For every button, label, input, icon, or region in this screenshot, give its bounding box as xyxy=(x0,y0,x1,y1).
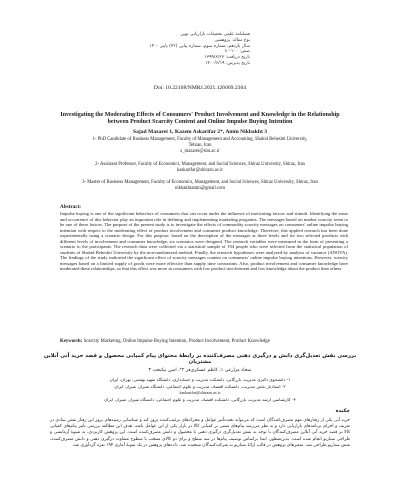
date-accepted: تاریخ پذیرش: ۱۴۰۰/۶/۱۹ xyxy=(204,60,250,66)
persian-affiliation-1: ۱- دانشجوی دکتری مدیریت بازرگانی، دانشکده مدیریت و حسابداری، دانشگاه شهید بهشتی، تهران، ایران xyxy=(109,377,291,382)
persian-abstract-body: خرید آنی یکی از رفتارهای مهم مصرف‌کنندگان است که می‌تواند تحت‌تأثیر عوامل و محرک‌های ترغیب‌کننده بروز کند و شناسایی زمینه‌های بروز این رفتار نقش بنیادی در تعریف و اجرای برنامه‌های بازاریابی دارد و به نظر می‌رسد پیام‌های مبتنی بر کمیابی کالا در بازار یکی از این عوامل باشد. هدف این مطالعه بررسی تأثیر پیام‌های کمیابی کالا بر قصد خرید آنی آنلاین مصرف‌کنندگان با توجه به نقش تعدیل‌گری درگیری ذهنی با محصول و دانش مصرف‌کننده است. این پژوهش کاربردی، به شیوهٔ آزمایشی و طراحی سناریو انجام شده است. بدین‌منظور، ابتدا براساس توصیف پیام‌ها در سه سطح و برای دو کالای منتخب با سطوح متفاوت درگیری ذهنی و دانش مصرف‌کننده، شش سناریو طراحی شد. متغیرهای پژوهش در قالب ارائهٔ سناریو به شرکت‌کنندگان سنجیده شد. داده‌های پژوهش در یک نمونهٔ آماری ۱۹۴ نفره گردآوری شد. xyxy=(50,418,350,448)
affiliation-2-email[interactable]: kaskarifar@shirazu.ac.ir xyxy=(177,168,223,173)
keywords-list: Scarcity Marketing, Online Impulse Buying Intention, Product Involvement, Product Knowledge xyxy=(83,339,270,344)
journal-name: فصلنامه علمی تحقیقات بازاریابی نوین xyxy=(180,32,250,37)
affiliation-2-text: 2- Assistant Professor, Faculty of Economics, Management, and Social Sciences, Shiraz University, Shiraz, Iran xyxy=(95,162,305,167)
persian-title: بررسی نقش تعدیل‌گری دانش و درگیری ذهنی مصرف‌کننده بر رابطهٔ محتوای پیام کمیابی محصول و قصد خرید آنی آنلاین مشتریان xyxy=(43,353,357,365)
date-received: تاریخ دریافت: ۱۳۹۹/۸/۲۷ xyxy=(204,55,250,61)
affiliation-3 xyxy=(70,180,330,192)
persian-affiliation-2-email[interactable]: kaskarifar@shirazu.ac.ir xyxy=(179,390,221,395)
abstract-body: Impulse buying is one of the significant behaviors of consumers that can occur under the influence of motivating factors and stimuli. Identifying the areas and occurrence of this behavior play an important role in defining and implementing marketing programs. The messages based on market scarcity seem to be one of these factors. The purpose of the present study is to investigate the effects of commodity scarcity messages on consumers' online impulse buying intention with respect to the moderating effect of product involvement and consumer product knowledge. Therefore, this applied research has been done experimentally using a scenario design. For this purpose, based on the description of the messages at three levels and for two selected products with different levels of involvement and consumer knowledge, six scenarios were designed. The research variables were measured in the form of presenting a scenario to the participants. The research data were collected via a statistical sample of 194 people who were selected from the statistical population of students of Shahid Beheshti University by the non-randomized method. Finally, the research hypotheses were analyzed by analysis of variance (ANOVA). The findings of the study indicated the significant effect of scarcity messages content on consumers' online impulse buying intentions. However, scarcity messages based on a limited supply of goods were more effective than supply time constraints. Also, product involvement and consumer knowledge have moderated these relationships, so that this effect was more in consumers with low product involvement and low knowledge about the product than others. xyxy=(60,211,348,272)
author-list: Sajad Mazarei 1, Kazem Askarifar 2*, Amin Nikbakht 3 xyxy=(132,129,268,135)
issue-info: سال یازدهم، شماره سوم، شماره پیاپی (۴۲) پاییز ۱۴۰۰ xyxy=(149,43,250,49)
journal-header xyxy=(130,32,250,67)
paper-title: Investigating the Moderating Effects of Consumers' Product Involvement and Knowledge in the Relationship between Product Scarcity Content and Online Impulse Buying Intention xyxy=(60,112,340,126)
keywords-label: Keywords: xyxy=(60,339,83,344)
keywords xyxy=(60,339,348,345)
abstract-heading: Abstract: xyxy=(60,204,82,210)
affiliation-1-city: Tehran, Iran xyxy=(188,143,212,148)
affiliation-1-email[interactable]: s_mazarei@sbu.ac.ir xyxy=(180,149,220,154)
article-type: نوع مقاله: پژوهشی xyxy=(214,37,250,43)
persian-abstract-heading: چکیده xyxy=(335,408,350,414)
affiliation-3-text: 3- Master of Business Management, Faculty of Economics, Management, and Social Sciences, Shiraz University, Shiraz, Iran xyxy=(82,180,318,185)
affiliation-1-text: 1- PhD Candidate of Business Management, Faculty of Management and Accounting, Shahid Beheshti University, xyxy=(92,137,308,142)
doi-line[interactable]: Doi: 10.22108/NMRJ.2021.126069.2304 xyxy=(153,85,247,91)
affiliation-3-email[interactable]: nikbakhtamin@gmail.com xyxy=(174,186,225,191)
page-range: صص: ۱۰۰-۸۰ xyxy=(224,49,250,55)
persian-affiliation-2: ۲- استادیار بخش مدیریت، دانشکده اقتصاد، مدیریت و علوم اجتماعی، دانشگاه شیراز، شیراز، ایران xyxy=(114,384,286,389)
affiliation-2 xyxy=(70,162,330,174)
persian-authors: سجاد مزارعی ۱، کاظم عسکری‌فر ۲*، امین نیکبخت ۳ xyxy=(148,368,252,373)
persian-affiliation-3: ۳- کارشناسی ارشد مدیریت بازرگانی، دانشکده اقتصاد، مدیریت و علوم اجتماعی، دانشگاه شیراز، شیراز، ایران xyxy=(104,397,296,402)
affiliation-1 xyxy=(70,137,330,155)
